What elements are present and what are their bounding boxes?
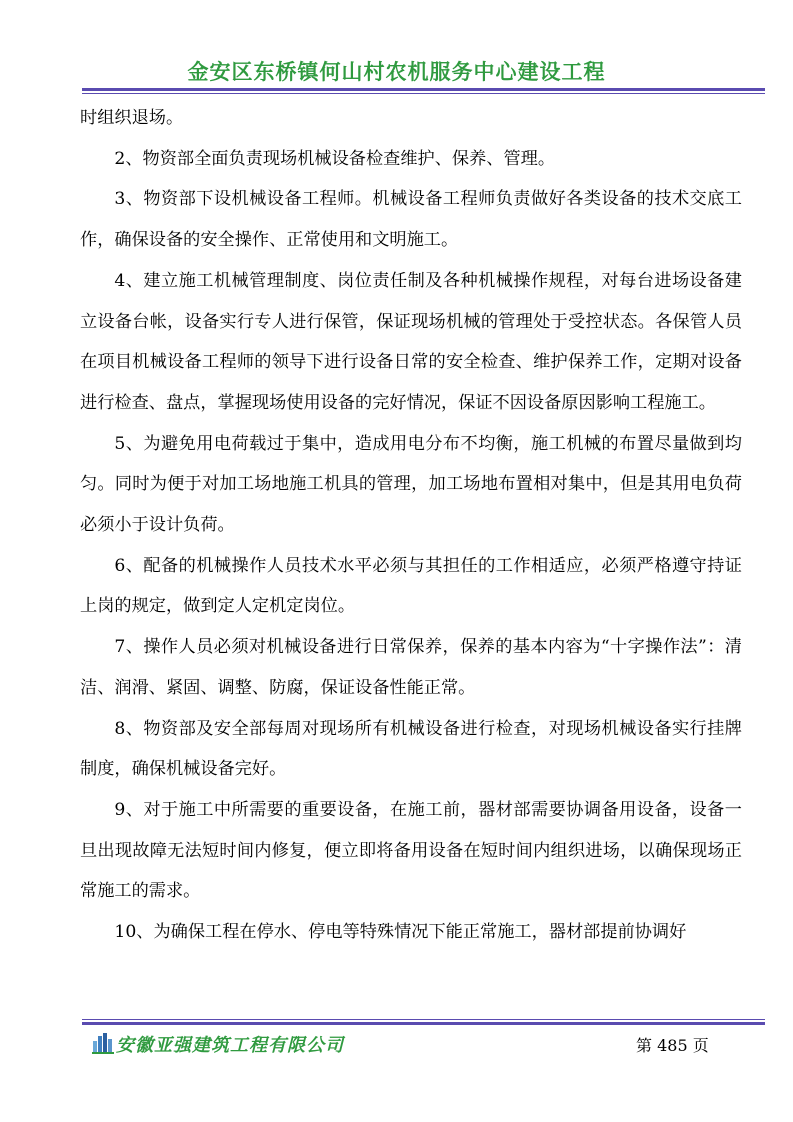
paragraph-item-3: 3、物资部下设机械设备工程师。机械设备工程师负责做好各类设备的技术交底工作，确保设备的安全操作、正常使用和文明施工。 (80, 189, 742, 251)
footer-rule-thick (82, 1022, 765, 1025)
paragraph-item-9: 9、对于施工中所需要的重要设备，在施工前，器材部需要协调备用设备，设备一旦出现故障无法短时间内修复，便立即将备用设备在短时间内组织进场，以确保现场正常施工的需求。 (80, 799, 742, 902)
footer-rule-thin (82, 1019, 765, 1020)
building-logo-icon (92, 1032, 114, 1054)
paragraph-continuation: 时组织退场。 (80, 108, 184, 128)
paragraph-item-5: 5、为避免用电荷载过于集中，造成用电分布不均衡，施工机械的布置尽量做到均匀。同时为便于对加工场地施工机具的管理，加工场地布置相对集中，但是其用电负荷必须小于设计负荷。 (80, 433, 742, 536)
paragraph-item-10: 10、为确保工程在停水、停电等特殊情况下能正常施工，器材部提前协调好 (114, 922, 687, 943)
header-rule-thin (82, 93, 765, 94)
document-title: 金安区东桥镇何山村农机服务中心建设工程 (187, 60, 606, 84)
paragraph-item-4: 4、建立施工机械管理制度、岗位责任制及各种机械操作规程，对每台进场设备建立设备台帐，设备实行专人进行保管，保证现场机械的管理处于受控状态。各保管人员在项目机械设备工程师的领导下进行设备日常的安全检查、维护保养工作，定期对设备进行检查、盘点，掌握现场使用设备的完好情况，保证不因设备原因影响工程施工。 (80, 270, 742, 413)
paragraph-item-2: 2、物资部全面负责现场机械设备检查维护、保养、管理。 (114, 148, 556, 169)
body-text (80, 98, 742, 953)
company-name: 安徽亚强建筑工程有限公司 (116, 1035, 344, 1056)
paragraph-item-7: 7、操作人员必须对机械设备进行日常保养，保养的基本内容为“十字操作法”：清洁、润滑、紧固、调整、防腐，保证设备性能正常。 (80, 637, 742, 698)
header-rule-thick (82, 88, 765, 91)
page-number: 第 485 页 (636, 1036, 709, 1055)
paragraph-item-8: 8、物资部及安全部每周对现场所有机械设备进行检查，对现场机械设备实行挂牌制度，确保机械设备完好。 (80, 718, 742, 780)
paragraph-item-6: 6、配备的机械操作人员技术水平必须与其担任的工作相适应，必须严格遵守持证上岗的规定，做到定人定机定岗位。 (80, 555, 742, 617)
